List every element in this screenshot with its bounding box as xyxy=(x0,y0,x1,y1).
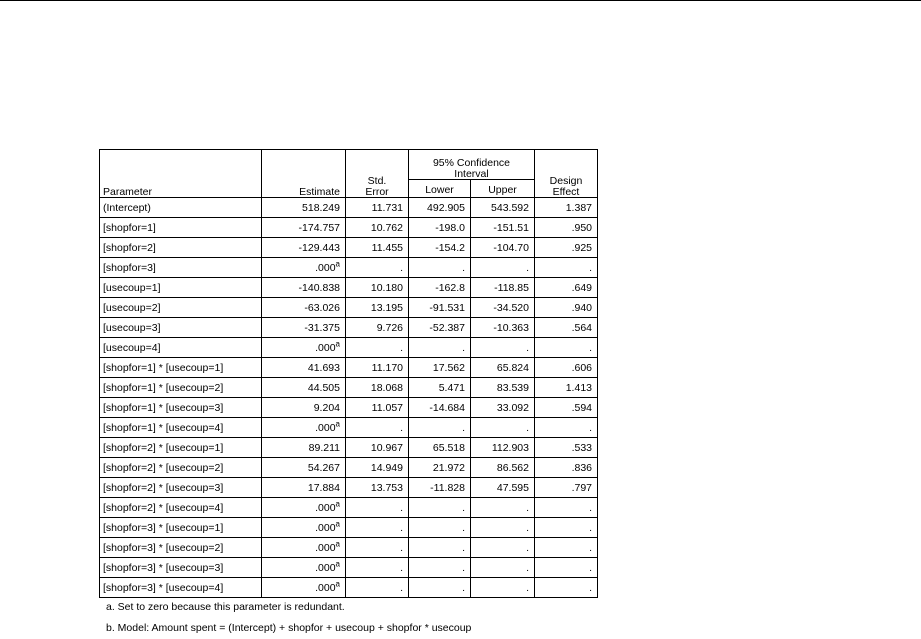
cell-lower xyxy=(409,358,471,378)
cell-lower xyxy=(409,478,471,498)
cell-std-error xyxy=(346,478,409,498)
cell-estimate xyxy=(262,198,346,218)
cell-std-error-value: . xyxy=(400,262,403,275)
cell-lower-value: . xyxy=(462,522,465,535)
header-estimate: Estimate xyxy=(262,150,346,198)
cell-upper xyxy=(471,258,535,278)
cell-upper xyxy=(471,478,535,498)
cell-estimate xyxy=(262,218,346,238)
cell-upper-value: 33.092 xyxy=(496,402,529,415)
cell-std-error-value: 13.753 xyxy=(370,482,403,495)
footnote-marker: a xyxy=(335,519,340,529)
cell-design-effect-value: .564 xyxy=(571,322,592,335)
cell-lower-value: 17.562 xyxy=(432,362,465,375)
cell-upper-value: . xyxy=(526,342,529,355)
cell-std-error-value: 11.170 xyxy=(371,362,403,375)
cell-estimate-value: 41.693 xyxy=(307,362,340,375)
cell-estimate-value: 9.204 xyxy=(313,402,340,415)
cell-design-effect xyxy=(535,198,598,218)
cell-estimate-value: .000 xyxy=(315,342,336,355)
cell-upper-value: -151.51 xyxy=(493,222,529,235)
cell-parameter xyxy=(100,278,262,298)
cell-parameter-value: [usecoup=4] xyxy=(103,342,161,355)
cell-parameter-value: [shopfor=3] xyxy=(103,262,156,275)
footnote-marker: a xyxy=(335,339,340,349)
cell-std-error-value: . xyxy=(400,422,403,435)
cell-lower-value: 65.518 xyxy=(432,442,465,455)
table-row xyxy=(100,438,598,458)
cell-upper xyxy=(471,218,535,238)
cell-parameter xyxy=(100,558,262,578)
table-row xyxy=(100,498,598,518)
cell-lower xyxy=(409,438,471,458)
cell-lower-value: . xyxy=(462,422,465,435)
cell-upper xyxy=(471,378,535,398)
cell-estimate xyxy=(262,438,346,458)
table-row xyxy=(100,478,598,498)
header-row-top xyxy=(100,150,598,180)
cell-std-error xyxy=(346,558,409,578)
header-parameter: Parameter xyxy=(100,150,262,198)
cell-parameter-value: [shopfor=2] * [usecoup=1] xyxy=(103,442,224,455)
footnote-marker: a xyxy=(335,579,340,589)
table-row xyxy=(100,558,598,578)
cell-lower-value: . xyxy=(462,342,465,355)
cell-parameter xyxy=(100,398,262,418)
cell-estimate xyxy=(262,518,346,538)
cell-std-error xyxy=(346,398,409,418)
cell-estimate xyxy=(262,318,346,338)
cell-parameter-value: [shopfor=2] * [usecoup=2] xyxy=(103,462,224,475)
cell-parameter xyxy=(100,498,262,518)
cell-upper xyxy=(471,558,535,578)
cell-parameter xyxy=(100,318,262,338)
cell-design-effect xyxy=(535,358,598,378)
table-body xyxy=(100,198,598,598)
cell-parameter-value: [usecoup=3] xyxy=(103,322,161,335)
cell-design-effect xyxy=(535,458,598,478)
cell-design-effect xyxy=(535,238,598,258)
cell-parameter-value: [shopfor=3] * [usecoup=3] xyxy=(103,562,224,575)
cell-design-effect-value: . xyxy=(589,522,592,535)
cell-upper xyxy=(471,278,535,298)
cell-std-error-value: 11.455 xyxy=(371,242,403,255)
cell-estimate-value: -31.375 xyxy=(304,322,340,335)
cell-lower xyxy=(409,378,471,398)
table-row xyxy=(100,378,598,398)
cell-upper xyxy=(471,338,535,358)
cell-estimate-value: -63.026 xyxy=(304,302,340,315)
cell-lower-value: -11.828 xyxy=(430,482,465,495)
table-row xyxy=(100,338,598,358)
cell-upper xyxy=(471,398,535,418)
cell-estimate-value: .000 xyxy=(315,262,336,275)
table-row xyxy=(100,298,598,318)
cell-std-error-value: 10.180 xyxy=(370,282,403,295)
cell-upper-value: -118.85 xyxy=(494,282,529,295)
cell-estimate xyxy=(262,338,346,358)
cell-lower-value: . xyxy=(462,262,465,275)
cell-parameter xyxy=(100,438,262,458)
table-row xyxy=(100,578,598,598)
table-row xyxy=(100,458,598,478)
cell-lower-value: -162.8 xyxy=(435,282,465,295)
cell-parameter xyxy=(100,258,262,278)
cell-parameter-value: [shopfor=1] * [usecoup=3] xyxy=(103,402,224,415)
cell-lower xyxy=(409,278,471,298)
cell-estimate-value: -140.838 xyxy=(298,282,340,295)
cell-design-effect-value: .836 xyxy=(571,462,592,475)
cell-estimate xyxy=(262,398,346,418)
cell-upper xyxy=(471,518,535,538)
cell-parameter-value: [shopfor=1] * [usecoup=2] xyxy=(103,382,224,395)
cell-upper-value: . xyxy=(526,542,529,555)
cell-estimate xyxy=(262,418,346,438)
cell-parameter xyxy=(100,538,262,558)
cell-parameter-value: [shopfor=2] * [usecoup=4] xyxy=(103,502,224,515)
cell-std-error-value: 14.949 xyxy=(370,462,403,475)
table-row xyxy=(100,538,598,558)
cell-upper xyxy=(471,498,535,518)
cell-estimate xyxy=(262,358,346,378)
footnote-marker: a xyxy=(335,559,340,569)
cell-upper-value: . xyxy=(526,522,529,535)
cell-estimate xyxy=(262,378,346,398)
cell-design-effect xyxy=(535,558,598,578)
cell-std-error-value: . xyxy=(400,502,403,515)
table-row xyxy=(100,198,598,218)
cell-upper xyxy=(471,538,535,558)
cell-estimate xyxy=(262,258,346,278)
cell-estimate xyxy=(262,298,346,318)
table-row xyxy=(100,318,598,338)
cell-std-error xyxy=(346,538,409,558)
table-row xyxy=(100,398,598,418)
cell-lower-value: -52.387 xyxy=(429,322,465,335)
table-row xyxy=(100,218,598,238)
table-row xyxy=(100,418,598,438)
cell-parameter-value: [shopfor=2] xyxy=(103,242,156,255)
cell-std-error-value: . xyxy=(400,522,403,535)
cell-upper xyxy=(471,318,535,338)
footnote-a: a. Set to zero because this parameter is redundant. xyxy=(106,601,345,613)
footnote-marker: a xyxy=(335,499,340,509)
header-std-error: Std. Error xyxy=(346,150,409,198)
cell-lower xyxy=(409,258,471,278)
cell-estimate xyxy=(262,458,346,478)
cell-lower-value: . xyxy=(462,562,465,575)
cell-std-error-value: 9.726 xyxy=(376,322,403,335)
header-design-effect: Design Effect xyxy=(535,150,598,198)
footnote-marker: a xyxy=(335,419,340,429)
cell-std-error-value: . xyxy=(400,542,403,555)
cell-upper-value: -104.70 xyxy=(493,242,529,255)
cell-parameter-value: [shopfor=2] * [usecoup=3] xyxy=(103,482,224,495)
cell-design-effect-value: . xyxy=(589,542,592,555)
cell-design-effect xyxy=(535,318,598,338)
cell-lower xyxy=(409,198,471,218)
cell-lower xyxy=(409,398,471,418)
cell-estimate-value: 54.267 xyxy=(307,462,340,475)
footnote-marker: a xyxy=(335,539,340,549)
cell-std-error-value: 10.967 xyxy=(370,442,403,455)
cell-lower-value: . xyxy=(462,502,465,515)
cell-lower-value: . xyxy=(462,542,465,555)
cell-estimate-value: .000 xyxy=(315,502,336,515)
cell-lower xyxy=(409,458,471,478)
cell-upper xyxy=(471,358,535,378)
cell-estimate-value: .000 xyxy=(315,522,336,535)
cell-std-error xyxy=(346,498,409,518)
cell-lower xyxy=(409,538,471,558)
cell-lower xyxy=(409,218,471,238)
cell-design-effect xyxy=(535,498,598,518)
cell-design-effect-value: .606 xyxy=(571,362,592,375)
cell-std-error xyxy=(346,518,409,538)
cell-estimate-value: .000 xyxy=(315,422,336,435)
cell-upper xyxy=(471,438,535,458)
cell-std-error xyxy=(346,258,409,278)
cell-std-error xyxy=(346,278,409,298)
cell-lower xyxy=(409,418,471,438)
parameter-estimates-table xyxy=(99,149,598,598)
cell-estimate xyxy=(262,478,346,498)
cell-std-error xyxy=(346,418,409,438)
cell-parameter xyxy=(100,298,262,318)
table-row xyxy=(100,358,598,378)
cell-upper-value: . xyxy=(526,422,529,435)
cell-design-effect-value: . xyxy=(589,342,592,355)
cell-lower xyxy=(409,318,471,338)
cell-std-error xyxy=(346,578,409,598)
cell-lower xyxy=(409,518,471,538)
cell-design-effect xyxy=(535,338,598,358)
cell-estimate-value: -174.757 xyxy=(298,222,340,235)
cell-design-effect-value: . xyxy=(589,262,592,275)
cell-std-error xyxy=(346,298,409,318)
cell-design-effect xyxy=(535,478,598,498)
cell-design-effect-value: .533 xyxy=(571,442,592,455)
cell-estimate-value: -129.443 xyxy=(298,242,340,255)
cell-parameter-value: [shopfor=1] * [usecoup=1] xyxy=(103,362,224,375)
cell-design-effect-value: . xyxy=(589,422,592,435)
cell-estimate-value: 17.884 xyxy=(307,482,340,495)
cell-parameter xyxy=(100,338,262,358)
cell-estimate-value: .000 xyxy=(315,542,336,555)
cell-estimate-value: 518.249 xyxy=(302,202,340,215)
cell-parameter xyxy=(100,578,262,598)
cell-design-effect xyxy=(535,378,598,398)
cell-design-effect-value: .649 xyxy=(571,282,592,295)
cell-estimate-value: 89.211 xyxy=(308,442,340,455)
header-confidence-interval: 95% Confidence Interval xyxy=(409,150,535,180)
cell-upper-value: -34.520 xyxy=(493,302,529,315)
cell-parameter-value: (Intercept) xyxy=(103,202,151,215)
cell-std-error xyxy=(346,358,409,378)
cell-parameter xyxy=(100,378,262,398)
cell-std-error xyxy=(346,338,409,358)
cell-lower-value: -91.531 xyxy=(429,302,465,315)
cell-estimate xyxy=(262,238,346,258)
cell-parameter-value: [shopfor=3] * [usecoup=1] xyxy=(103,522,224,535)
cell-design-effect-value: . xyxy=(589,562,592,575)
cell-std-error-value: 18.068 xyxy=(370,382,403,395)
cell-lower-value: 21.972 xyxy=(432,462,465,475)
cell-upper-value: . xyxy=(526,582,529,595)
header-upper: Upper xyxy=(471,180,535,198)
cell-design-effect-value: .797 xyxy=(571,482,592,495)
footnote-marker: a xyxy=(335,259,340,269)
footnote-b: b. Model: Amount spent = (Intercept) + shopfor + usecoup + shopfor * usecoup xyxy=(106,622,472,634)
cell-parameter xyxy=(100,458,262,478)
cell-std-error-value: . xyxy=(400,562,403,575)
cell-upper-value: . xyxy=(526,262,529,275)
cell-std-error xyxy=(346,438,409,458)
cell-lower xyxy=(409,498,471,518)
cell-design-effect-value: .950 xyxy=(571,222,592,235)
cell-design-effect-value: .940 xyxy=(571,302,592,315)
table-row xyxy=(100,258,598,278)
cell-upper-value: . xyxy=(526,502,529,515)
cell-lower xyxy=(409,578,471,598)
cell-upper xyxy=(471,418,535,438)
cell-upper-value: 86.562 xyxy=(496,462,529,475)
cell-parameter-value: [shopfor=3] * [usecoup=2] xyxy=(103,542,224,555)
cell-lower-value: -198.0 xyxy=(435,222,465,235)
cell-lower xyxy=(409,238,471,258)
cell-design-effect xyxy=(535,298,598,318)
cell-upper-value: 83.539 xyxy=(496,382,529,395)
cell-lower-value: 5.471 xyxy=(438,382,465,395)
cell-parameter-value: [shopfor=1] * [usecoup=4] xyxy=(103,422,224,435)
cell-std-error xyxy=(346,458,409,478)
cell-design-effect-value: . xyxy=(589,502,592,515)
cell-parameter xyxy=(100,518,262,538)
cell-parameter xyxy=(100,418,262,438)
cell-parameter-value: [shopfor=3] * [usecoup=4] xyxy=(103,582,224,595)
cell-upper xyxy=(471,578,535,598)
cell-parameter xyxy=(100,358,262,378)
cell-upper-value: 112.903 xyxy=(491,442,529,455)
cell-lower xyxy=(409,298,471,318)
cell-design-effect xyxy=(535,518,598,538)
cell-design-effect xyxy=(535,418,598,438)
top-rule xyxy=(0,0,921,1)
cell-upper xyxy=(471,298,535,318)
cell-design-effect xyxy=(535,218,598,238)
cell-lower xyxy=(409,338,471,358)
cell-design-effect-value: .594 xyxy=(571,402,592,415)
cell-lower-value: -154.2 xyxy=(435,242,465,255)
cell-upper-value: 47.595 xyxy=(496,482,529,495)
cell-lower xyxy=(409,558,471,578)
header-lower: Lower xyxy=(409,180,471,198)
cell-estimate-value: 44.505 xyxy=(307,382,340,395)
cell-lower-value: . xyxy=(462,582,465,595)
cell-design-effect xyxy=(535,538,598,558)
cell-design-effect xyxy=(535,258,598,278)
cell-estimate xyxy=(262,558,346,578)
cell-std-error-value: 13.195 xyxy=(370,302,403,315)
cell-parameter-value: [usecoup=1] xyxy=(103,282,161,295)
cell-upper-value: -10.363 xyxy=(493,322,529,335)
cell-design-effect xyxy=(535,278,598,298)
cell-std-error-value: 10.762 xyxy=(370,222,403,235)
cell-design-effect xyxy=(535,398,598,418)
cell-design-effect-value: . xyxy=(589,582,592,595)
cell-std-error-value: . xyxy=(400,342,403,355)
cell-design-effect-value: 1.387 xyxy=(565,202,592,215)
cell-parameter-value: [usecoup=2] xyxy=(103,302,161,315)
cell-estimate xyxy=(262,538,346,558)
cell-parameter xyxy=(100,478,262,498)
cell-parameter-value: [shopfor=1] xyxy=(103,222,156,235)
cell-upper-value: 543.592 xyxy=(491,202,529,215)
cell-upper xyxy=(471,238,535,258)
cell-design-effect-value: .925 xyxy=(571,242,592,255)
table-row xyxy=(100,278,598,298)
cell-std-error-value: 11.731 xyxy=(371,202,403,215)
cell-std-error xyxy=(346,218,409,238)
cell-upper-value: . xyxy=(526,562,529,575)
cell-estimate xyxy=(262,498,346,518)
table-row xyxy=(100,238,598,258)
cell-lower-value: -14.684 xyxy=(429,402,465,415)
cell-upper xyxy=(471,458,535,478)
cell-design-effect xyxy=(535,578,598,598)
cell-design-effect xyxy=(535,438,598,458)
cell-std-error xyxy=(346,318,409,338)
cell-std-error-value: 11.057 xyxy=(371,402,403,415)
cell-estimate xyxy=(262,278,346,298)
cell-std-error xyxy=(346,238,409,258)
cell-upper-value: 65.824 xyxy=(496,362,529,375)
cell-estimate-value: .000 xyxy=(315,582,336,595)
cell-parameter xyxy=(100,198,262,218)
cell-estimate-value: .000 xyxy=(315,562,336,575)
cell-design-effect-value: 1.413 xyxy=(565,382,592,395)
cell-std-error xyxy=(346,198,409,218)
cell-std-error-value: . xyxy=(400,582,403,595)
cell-parameter xyxy=(100,218,262,238)
table-row xyxy=(100,518,598,538)
cell-upper xyxy=(471,198,535,218)
cell-lower-value: 492.905 xyxy=(427,202,465,215)
cell-estimate xyxy=(262,578,346,598)
cell-parameter xyxy=(100,238,262,258)
cell-std-error xyxy=(346,378,409,398)
